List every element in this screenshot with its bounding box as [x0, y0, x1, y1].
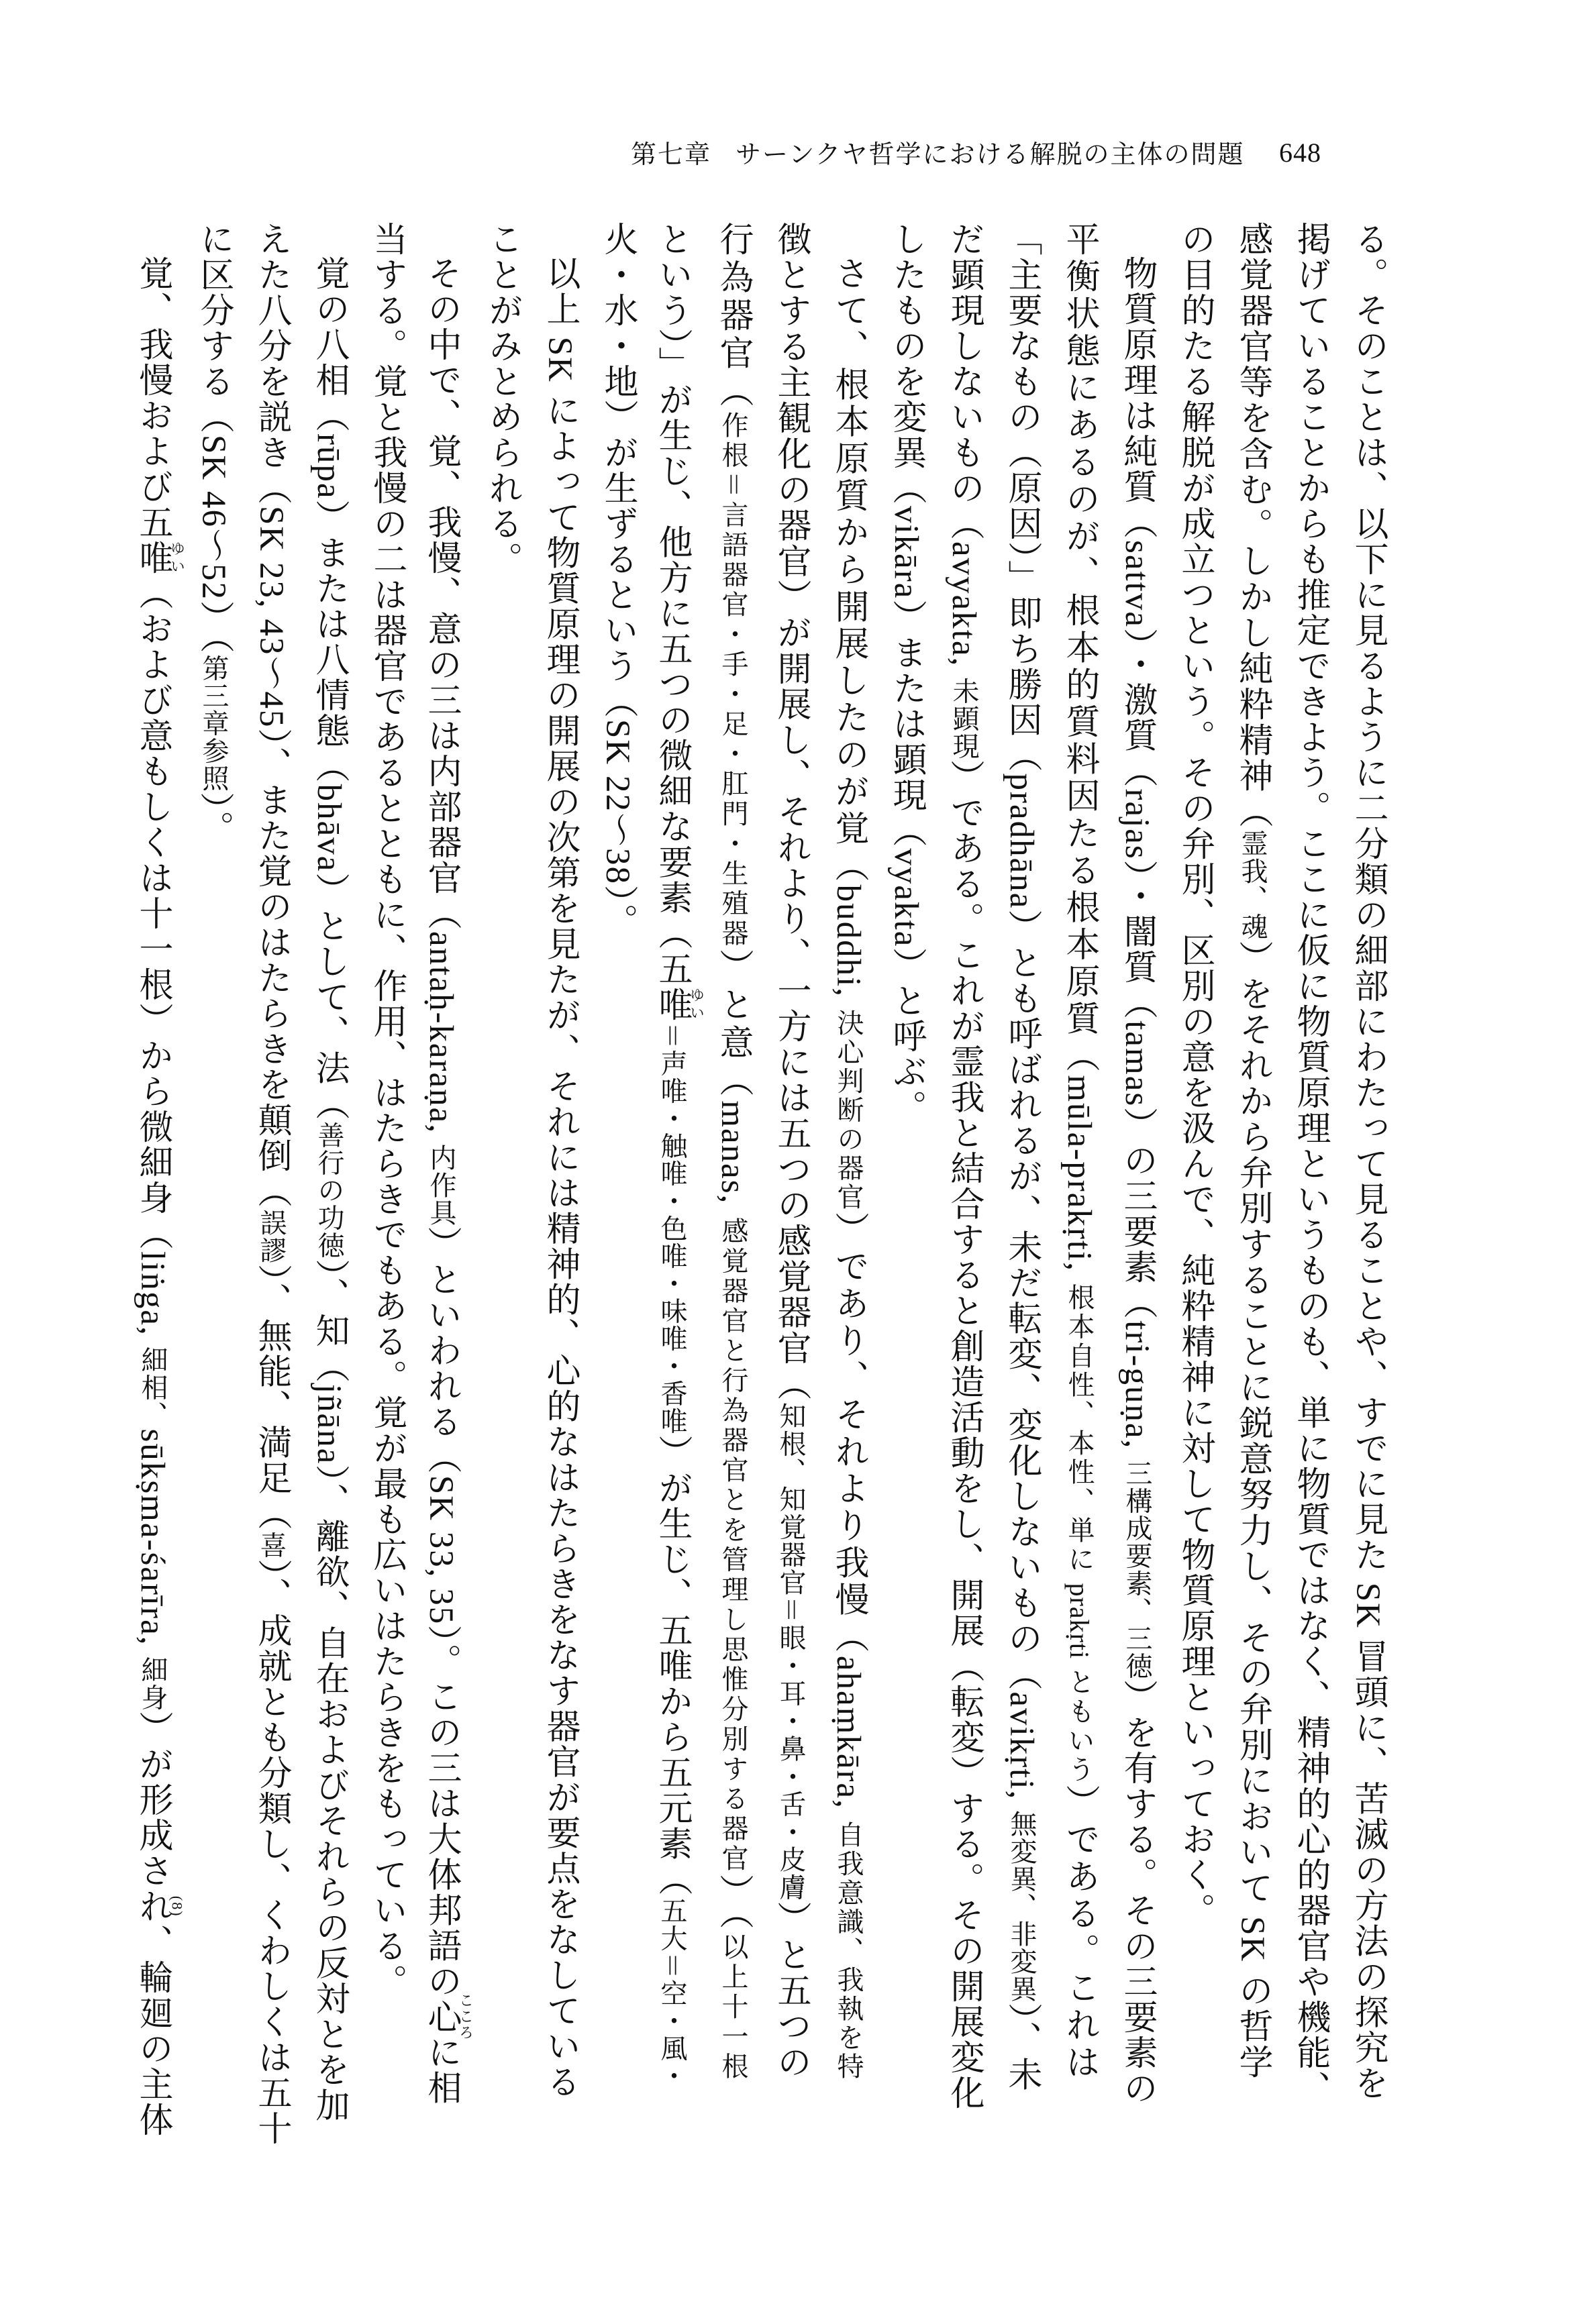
body-text: ）（ [714, 1874, 752, 1933]
body-text: だ顕現しないもの（avyakta, [945, 221, 982, 678]
text-column [762, 221, 819, 2080]
gloss-text: 以上十一根 [718, 1932, 748, 2080]
gloss-text: 五大＝空・風・ [657, 1897, 687, 2090]
ruby-reading: (8) [168, 1889, 186, 1925]
ruby-annotated-text [653, 986, 705, 1022]
body-text: ）が生じ、五唯から五元素（ [653, 1434, 691, 1897]
body-text: ）と意（manas, [714, 949, 752, 1217]
body-text: 行為器官（ [714, 221, 752, 411]
body-text: sūkṣma-śarīra, [134, 1428, 171, 1656]
body-text: 徴とする主観化の器官）が開展し、それより、一方には五つの感覚器官（ [772, 221, 809, 1402]
body-text: （および意もしくは十一根）から微細身（liṅga, [134, 576, 171, 1346]
body-text: 「主要なもの（原因）」即ち勝因（pradhāna）とも呼ばれるが、未だ転変、変化しないもの（avikṛti, [1003, 221, 1040, 1811]
body-text: 感覚器官等を含む。しかし純粋精神（ [1233, 221, 1271, 830]
chapter-number: 第七章 [631, 140, 712, 169]
body-text: ）。 [195, 792, 232, 846]
ruby-base: れ [134, 1889, 171, 1925]
text-column [1050, 221, 1108, 2080]
running-header [631, 131, 1321, 172]
body-text: ）が形成さ [134, 1711, 171, 1889]
body-text: 当する。覚と我慢の二は器官であるとともに、作用、はたらきでもある。覚が最も広いはたらきをもっている。 [368, 221, 405, 1999]
text-column [646, 221, 705, 2090]
gloss-text: 根本自性、本性、単に prakṛti ともいう [1064, 1283, 1095, 1785]
page-number: 648 [1279, 138, 1321, 168]
body-text: 覚の八相（rūpa）または八情態（bhāva）として、法（ [310, 256, 348, 1122]
text-column [877, 221, 935, 2080]
body-text: ）であり、それより我慢（ahaṃkāra, [829, 1212, 867, 1821]
body-text: の目的たる解脱が成立つという。その弁別、区別の意を汲んで、純粋精神に対して物質原理といっておく。 [1176, 221, 1213, 1928]
text-column [993, 221, 1050, 2093]
body-text: ）と五つの [772, 1901, 809, 2080]
body-text: ）である。これが霊我と結合すると創造活動をし、開展（転変）する。その開展変化 [945, 759, 982, 2111]
body-text: ）、無能、満足（ [252, 1263, 290, 1532]
text-column [242, 221, 300, 2146]
text-column [358, 221, 415, 2080]
body-text: したものを変異（vikāra）または顕現（vyakta）と呼ぶ。 [887, 221, 925, 1126]
gloss-text: 自我意識、我執を特 [833, 1820, 864, 2080]
body-text: 、輪廻の主体 [134, 1924, 171, 2138]
body-text: さて、根本原質から開展したのが覚（buddhi, [829, 256, 867, 1009]
gloss-text: 未顕現 [949, 677, 979, 760]
gloss-text: 細身 [138, 1656, 168, 1711]
body-text: 物質原理は純質（sattva）・激質（rajas）・闇質（tamas）の三要素（tri-guṇa, [1118, 256, 1156, 1460]
body-text: ）、成就とも分類し、くわしくは五十 [252, 1559, 290, 2146]
ruby-base: 唯 [134, 540, 171, 576]
ruby-reading: ゆい [688, 986, 705, 1022]
text-column [935, 221, 993, 2111]
body-text: 掲げていることからも推定できよう。ここに仮に物質原理というものも、単に物質ではなく、精神的心的器官や機能、 [1291, 221, 1329, 2106]
body-text: る。そのことは、以下に見るように二分類の細部にわたって見ることや、すでに見た SK 冒頭に、苦滅の方法の探究を [1349, 221, 1386, 2101]
text-column [531, 221, 589, 2100]
body-text: ）、知（jñāna）、離欲、自在およびそれらの反対とを加 [310, 1259, 348, 2123]
ruby-reading: ゆい [168, 540, 186, 576]
text-column [1339, 221, 1397, 2101]
gloss-text: 内作具 [426, 1143, 456, 1226]
ruby-reading: こころ [457, 1993, 474, 2042]
text-column [300, 221, 358, 2123]
body-text: 平衡状態にあるのが、根本的質料因たる根本原質（mūla-prakṛti, [1060, 221, 1098, 1284]
body-text: その中で、覚、我慢、意の三は内部器官（antaḥ-karaṇa, [422, 256, 460, 1144]
gloss-text: ＝声唯・触唯・色唯・味唯・香唯 [657, 1022, 687, 1435]
body-text: 以上 SK によって物質原理の開展の次第を見たが、それには精神的、心的なはたらきをなす器官が要点をなしている [541, 256, 578, 2100]
text-column [1166, 221, 1223, 2080]
text-column [704, 221, 762, 2080]
body-text: ことがみとめられる。 [483, 221, 521, 577]
text-column [819, 221, 877, 2080]
text-column [415, 221, 474, 2106]
gloss-text: 知根、知覚器官＝眼・耳・鼻・舌・皮膚 [776, 1402, 806, 1901]
ruby-annotated-text [422, 1993, 474, 2042]
body-text: ）といわれる（SK 33, 35）。この三は大体邦語の [422, 1226, 460, 1999]
text-column [1223, 221, 1281, 2080]
gloss-text: 作根＝言語器官・手・足・肛門・生殖器 [718, 411, 748, 949]
gloss-text: 喜 [256, 1531, 287, 1559]
ruby-annotated-text [134, 540, 186, 576]
vertical-body-text [127, 221, 1397, 2146]
gloss-text: 感覚器官と行為器官とを管理し思惟分別する器官 [718, 1216, 748, 1874]
text-column [127, 221, 186, 2138]
body-text: 火・水・地）が生ずるという（SK 22〜38）。 [599, 221, 636, 939]
ruby-base: 唯 [653, 986, 691, 1022]
text-column [1108, 221, 1166, 2107]
gloss-text: 第三章参照 [199, 654, 229, 792]
chapter-title: サーンクヤ哲学における解脱の主体の問題 [736, 140, 1245, 169]
body-text: ）、未 [1003, 2003, 1040, 2093]
gloss-text: 三構成要素、三徳 [1122, 1459, 1152, 1680]
text-column [1281, 221, 1339, 2106]
body-text: ）である。これは [1060, 1784, 1098, 2080]
text-column [589, 221, 646, 2080]
body-text: という）」が生じ、他方に五つの微細な要素（五 [653, 221, 691, 987]
text-column [185, 221, 242, 2080]
ruby-base: 心 [422, 1993, 460, 2042]
body-text: ）を有する。その三要素の [1118, 1679, 1156, 2107]
gloss-text: 霊我、魂 [1237, 829, 1268, 941]
gloss-text: 誤謬 [256, 1208, 287, 1264]
body-text: ）をそれから弁別することに鋭意努力し、その弁別において SK の哲学 [1233, 940, 1271, 2080]
body-text: 覚、我慢および五 [134, 256, 171, 540]
body-text: えた八分を説き（SK 23, 43〜45）、また覚のはたらきを顛倒（ [252, 221, 290, 1209]
text-column [473, 221, 531, 2080]
ruby-annotated-text [134, 1889, 186, 1925]
gloss-text: 善行の功徳 [314, 1121, 344, 1259]
body-text: に相 [422, 2034, 460, 2106]
body-text: に区分する（SK 46〜52）（ [195, 221, 232, 655]
gloss-text: 決心判断の器官 [833, 1008, 864, 1212]
gloss-text: 無変異、非変異 [1007, 1810, 1037, 2003]
gloss-text: 細相、 [138, 1346, 168, 1429]
